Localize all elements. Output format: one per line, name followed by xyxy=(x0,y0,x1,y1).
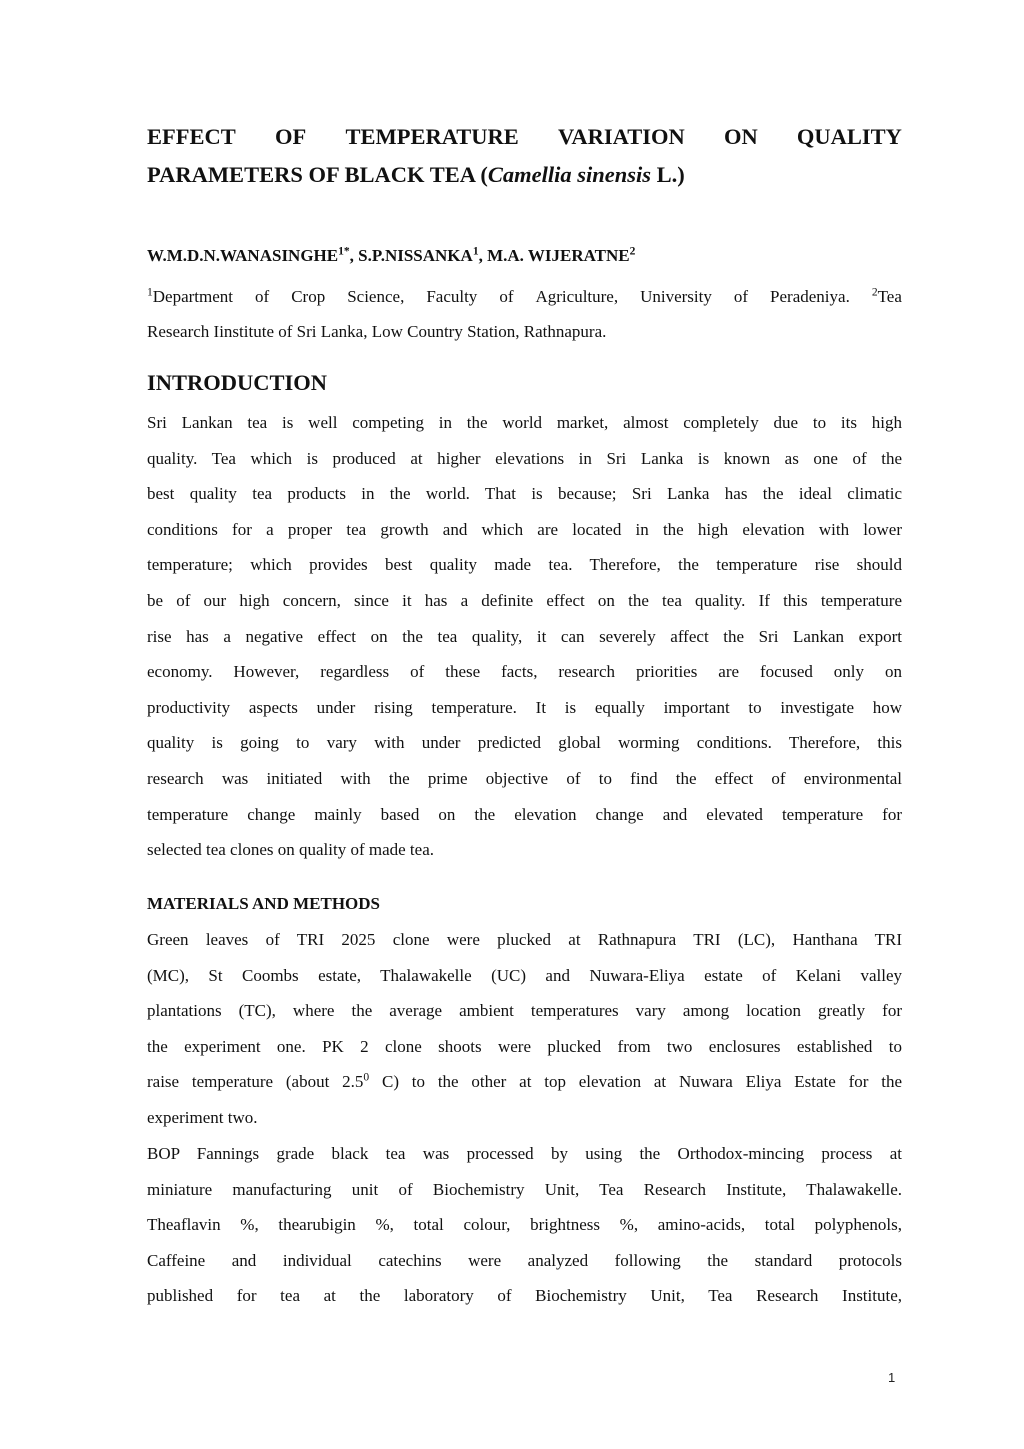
text-line: temperature; which provides best quality made tea. Therefore, the temperature rise should xyxy=(147,555,902,575)
page-number: 1 xyxy=(888,1370,896,1385)
author: $W.M.D.N.WANASINGHE^{1*}$, xyxy=(147,244,359,265)
author-list xyxy=(147,243,635,269)
paper-title xyxy=(147,118,902,194)
text-line: published for tea at the laboratory of Biochemistry Unit, Tea Research Institute, xyxy=(147,1286,902,1306)
text-line: Theaflavin %, thearubigin %, total colour, brightness %, amino-acids, total polyphenols, xyxy=(147,1215,902,1235)
text-line: Sri Lankan tea is well competing in the world market, almost completely due to its high xyxy=(147,413,902,432)
methods-paragraph-1 xyxy=(147,922,902,1136)
text-line: be of our high concern, since it has a definite effect on the tea quality. If this temperature xyxy=(147,590,902,610)
title-word: TEMPERATURE xyxy=(345,124,519,149)
title-word: QUALITY xyxy=(796,124,902,149)
author: M.A. WIJERATNE$^2$ xyxy=(487,244,636,265)
text-line: research was initiated with the prime objective of to find the effect of environmental xyxy=(147,768,902,788)
affiliations xyxy=(147,279,902,349)
text-line: quality is going to vary with under predicted global worming conditions. Therefore, this xyxy=(147,733,902,753)
methods-paragraph-2 xyxy=(147,1136,902,1314)
text-line: economy. However, regardless of these facts, research priorities are focused only on xyxy=(147,662,902,682)
text-line: (MC), St Coombs estate, Thalawakelle (UC) and Nuwara-Eliya estate of Kelani valley xyxy=(147,965,902,985)
text-line: productivity aspects under rising temperature. It is equally important to investigate how xyxy=(147,697,902,717)
text-line: quality. Tea which is produced at higher elevations in Sri Lanka is known as one of the xyxy=(147,448,902,468)
text-line: Green leaves of TRI 2025 clone were plucked at Rathnapura TRI (LC), Hanthana TRI xyxy=(147,930,902,949)
title-line-1 xyxy=(147,118,902,156)
text-line: best quality tea products in the world. That is because; Sri Lanka has the ideal climatic xyxy=(147,484,902,504)
paper-page xyxy=(147,0,902,1449)
affiliation-line-2: Research Iinstitute of Sri Lanka, Low Country Station, Rathnapura. xyxy=(147,322,607,341)
author: S.P.NISSANKA$^1$, xyxy=(358,244,488,265)
introduction-heading: INTRODUCTION xyxy=(147,370,328,395)
affiliation-line-1: $^1$Department of Crop Science, Faculty of Agriculture, University of Peradeniya. $^2$Tea xyxy=(147,285,902,306)
text-line: Caffeine and individual catechins were analyzed following the standard protocols xyxy=(147,1250,902,1270)
title-word: OF xyxy=(274,124,307,149)
text-line: conditions for a proper tea growth and which are located in the high elevation with lower xyxy=(147,519,902,539)
text-line: BOP Fannings grade black tea was processed by using the Orthodox-mincing process at xyxy=(147,1144,902,1163)
text-line: selected tea clones on quality of made tea. xyxy=(147,840,434,860)
title-line-2: PARAMETERS OF BLACK TEA (Camellia sinensis L.) xyxy=(147,162,685,187)
text-line: plantations (TC), where the average ambient temperatures vary among location greatly for xyxy=(147,1001,902,1021)
text-line: temperature change mainly based on the elevation change and elevated temperature for xyxy=(147,804,902,824)
text-line: the experiment one. PK 2 clone shoots were plucked from two enclosures established to xyxy=(147,1036,902,1056)
title-word: ON xyxy=(723,124,758,149)
text-line: raise temperature (about $2.5^0$ C) to the other at top elevation at Nuwara Eliya Estate for the xyxy=(147,1071,903,1092)
text-line: miniature manufacturing unit of Biochemistry Unit, Tea Research Institute, Thalawakelle. xyxy=(147,1179,902,1199)
introduction-paragraph xyxy=(147,405,902,868)
title-word: EFFECT xyxy=(147,124,236,149)
title-word: VARIATION xyxy=(558,124,685,149)
text-line: rise has a negative effect on the tea quality, it can severely affect the Sri Lankan export xyxy=(147,626,902,646)
species-name: Camellia sinensis xyxy=(487,162,652,187)
text-line: experiment two. xyxy=(147,1107,258,1127)
materials-methods-heading: MATERIALS AND METHODS xyxy=(147,894,380,913)
